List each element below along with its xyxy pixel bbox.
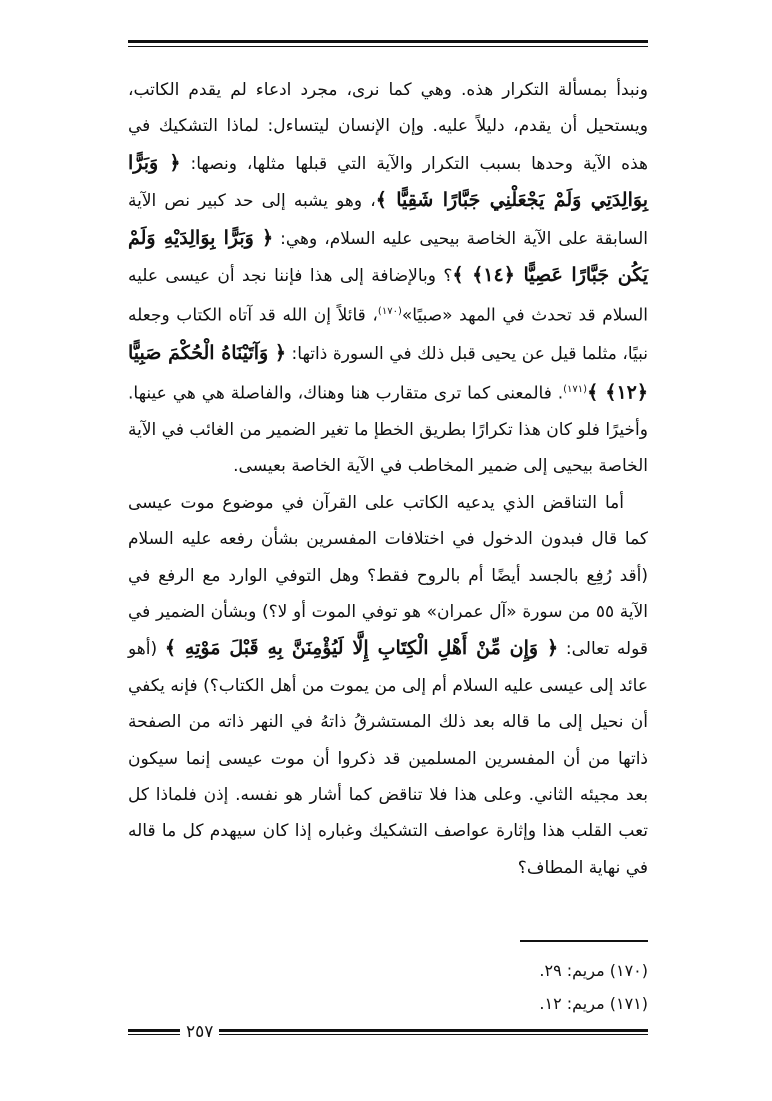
text-run: ؟ وبالإضافة إلى هذا فإننا نجد أن عيسى عليه السلام قد تحدث في المهد «صبيًا»	[128, 266, 648, 327]
text-run: أما التناقض الذي يدعيه الكاتب على القرآن في موضوع موت عيسى كما قال فبدون الدخول في اختلافات المفسرين بشأن رفعه عليه السلام (أقد رُفِع بالجسد أيضًا أم بالروح فقط؟ وهل التوفي الوارد مع الرفع في الآية ٥٥ من سورة «آل عمران» هو توفي الموت أو لا؟) وبشأن الضمير في قوله تعالى:	[128, 492, 649, 660]
footnote-170: (١٧٠) مريم: ٢٩.	[539, 961, 648, 980]
header-rule	[128, 40, 648, 47]
footnote-171: (١٧١) مريم: ١٢.	[539, 994, 648, 1013]
footer-rule-left	[128, 1029, 180, 1035]
page-number: ٢٥٧	[186, 1022, 214, 1042]
footnote-ref: (١٧١)	[563, 383, 588, 395]
text-run: (أهو عائد إلى عيسى عليه السلام أم إلى من يموت من أهل الكتاب؟) فإنه يكفي أن نحيل إلى ما قاله بعد ذلك المستشرقُ ذاتهُ في النهر ذاته من الصفحة ذاتها من أن المفسرين المسلمين قد ذكروا أن موت عيسى إنما سيكون بعد مجيئه الثاني. وعلى هذا فلا تناقض كما أشار هو نفسه. إذن فلماذا كل تعب القلب هذا وإثارة عواصف التشكيك وغباره إذا كان سيهدم كل ما قاله في نهاية المطاف؟	[128, 639, 648, 878]
text-run: ، وهو يشبه إلى حد كبير نص الآية السابقة على الآية الخاصة بيحيى عليه السلام، وهي:	[128, 191, 648, 249]
quran-verse: ﴿ وَإِن مِّنْ أَهْلِ الْكِتَابِ إِلَّا لَيُؤْمِنَنَّ بِهِ قَبْلَ مَوْتِهِ ﴾	[164, 637, 559, 660]
footnotes	[128, 954, 648, 1020]
page-footer	[128, 1022, 648, 1042]
paragraph-2	[128, 485, 648, 886]
paragraph-1	[128, 72, 648, 485]
quran-verse: ﴿ وَآتَيْنَاهُ الْحُكْمَ صَبِيًّا ﴿١٢﴾ ﴾	[128, 341, 648, 404]
text-run: ونبدأ بمسألة التكرار هذه. وهي كما نرى، مجرد ادعاء لم يقدم الكاتب، ويستحيل أن يقدم، دليلاً عليه. وإن الإنسان ليتساءل: لماذا التشكيك في هذه الآية وحدها بسبب التكرار والآية التي قبلها مثلها، ونصها:	[128, 80, 648, 174]
quran-verse: ﴿ وَبَرًّا بِوَالِدَتِي وَلَمْ يَجْعَلْنِي جَبَّارًا شَقِيًّا ﴾	[128, 151, 648, 212]
quran-verse: ﴿ وَبَرًّا بِوَالِدَيْهِ وَلَمْ يَكُن جَبَّارًا عَصِيًّا ﴿١٤﴾ ﴾	[128, 226, 648, 287]
text-run: . فالمعنى كما ترى متقارب هنا وهناك، والفاصلة هي هي عينها. وأخيرًا فلو كان هذا تكرارًا بطريق الخطإ ما تغير الضمير من الغائب في الآية الخاصة بيحيى إلى ضمير المخاطب في الآية الخاصة بعيسى.	[128, 383, 648, 477]
footnote-ref: (١٧٠)	[377, 306, 402, 318]
text-run: ، قائلاً إن الله قد آتاه الكتاب وجعله نبيًا، مثلما قيل عن يحيى قبل ذلك في السورة ذاتها:	[128, 306, 648, 364]
body-text	[128, 72, 648, 886]
footnote-rule	[520, 940, 648, 942]
footer-rule-right	[219, 1029, 648, 1035]
